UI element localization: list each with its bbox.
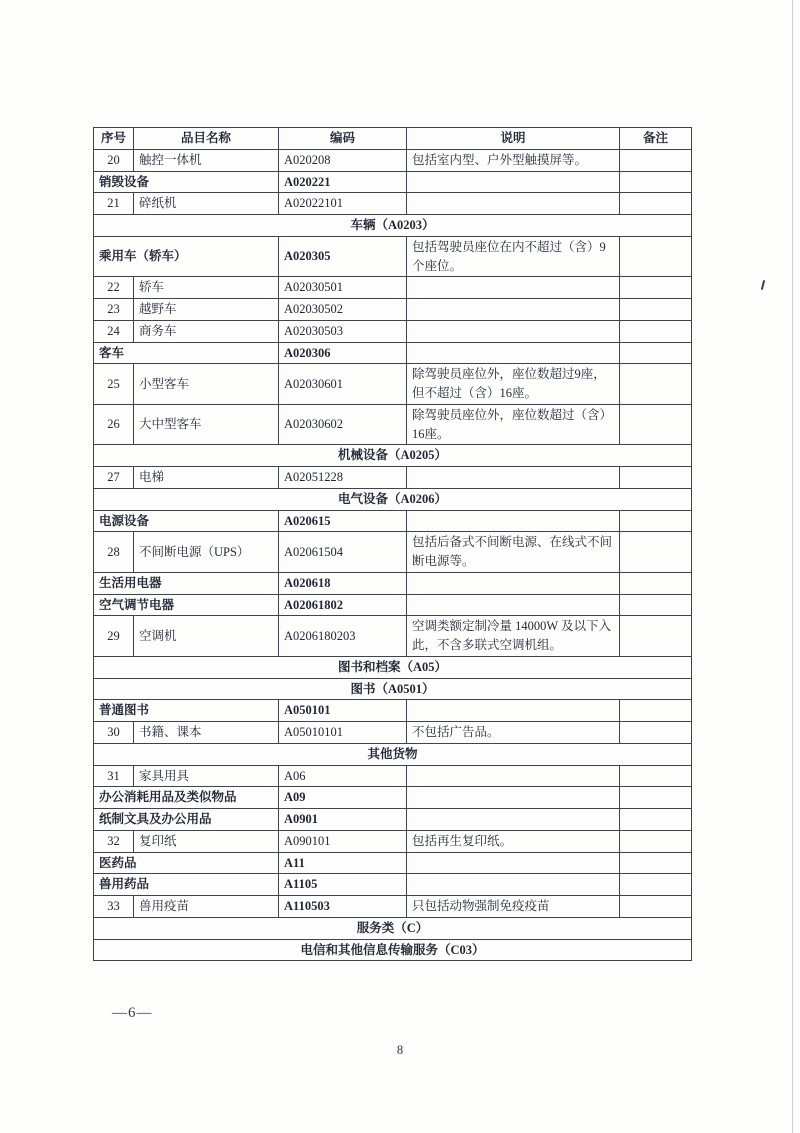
section-row — [94, 656, 692, 678]
sequence-number-cell: 21 — [94, 193, 134, 215]
code-cell: A020306 — [279, 342, 407, 364]
sequence-number-cell: 31 — [94, 765, 134, 787]
sequence-number-cell: 33 — [94, 896, 134, 918]
item-row — [94, 404, 692, 445]
header-row — [94, 128, 692, 150]
sequence-number-cell: 23 — [94, 299, 134, 321]
remark-cell — [620, 594, 692, 616]
code-cell: A0206180203 — [279, 616, 407, 657]
section-title-cell: 服务类（C） — [94, 917, 692, 939]
item-name-cell: 碎纸机 — [134, 193, 279, 215]
scan-sheet-number: 8 — [396, 1043, 404, 1057]
item-row — [94, 364, 692, 405]
code-cell: A090101 — [279, 830, 407, 852]
group-name-cell: 空气调节电器 — [94, 594, 279, 616]
item-name-cell: 书籍、课本 — [134, 722, 279, 744]
item-row — [94, 193, 692, 215]
description-cell — [407, 572, 620, 594]
code-cell: A02030601 — [279, 364, 407, 405]
item-row — [94, 320, 692, 342]
description-cell — [407, 787, 620, 809]
group-name-cell: 普通图书 — [94, 700, 279, 722]
description-cell: 包括后备式不间断电源、在线式不间断电源等。 — [407, 532, 620, 573]
item-name-cell: 不间断电源（UPS） — [134, 532, 279, 573]
sequence-number-cell: 32 — [94, 830, 134, 852]
description-cell — [407, 809, 620, 831]
code-cell: A05010101 — [279, 722, 407, 744]
group-row — [94, 700, 692, 722]
group-row — [94, 171, 692, 193]
code-cell: A02061504 — [279, 532, 407, 573]
item-row — [94, 277, 692, 299]
sequence-number-cell: 24 — [94, 320, 134, 342]
sequence-number-cell: 30 — [94, 722, 134, 744]
item-name-cell: 轿车 — [134, 277, 279, 299]
col-header-item-name: 品目名称 — [134, 128, 279, 150]
remark-cell — [620, 700, 692, 722]
section-title-cell: 机械设备（A0205） — [94, 445, 692, 467]
section-row — [94, 488, 692, 510]
section-row — [94, 743, 692, 765]
sequence-number-cell: 26 — [94, 404, 134, 445]
item-row — [94, 830, 692, 852]
remark-cell — [620, 404, 692, 445]
description-cell: 包括室内型、户外型触摸屏等。 — [407, 149, 620, 171]
sequence-number-cell: 29 — [94, 616, 134, 657]
group-row — [94, 594, 692, 616]
description-cell — [407, 594, 620, 616]
remark-cell — [620, 510, 692, 532]
item-name-cell: 空调机 — [134, 616, 279, 657]
item-name-cell: 越野车 — [134, 299, 279, 321]
item-name-cell: 电梯 — [134, 467, 279, 489]
description-cell — [407, 510, 620, 532]
remark-cell — [620, 722, 692, 744]
description-cell: 空调类额定制冷量 14000W 及以下入此，不含多联式空调机组。 — [407, 616, 620, 657]
code-cell: A02051228 — [279, 467, 407, 489]
description-cell: 包括驾驶员座位在内不超过（含）9个座位。 — [407, 236, 620, 277]
section-title-cell: 其他货物 — [94, 743, 692, 765]
code-cell: A020305 — [279, 236, 407, 277]
group-row — [94, 342, 692, 364]
item-name-cell: 大中型客车 — [134, 404, 279, 445]
item-row — [94, 467, 692, 489]
group-row — [94, 572, 692, 594]
section-title-cell: 图书和档案（A05） — [94, 656, 692, 678]
code-cell: A020618 — [279, 572, 407, 594]
description-cell — [407, 171, 620, 193]
group-row — [94, 236, 692, 277]
description-cell — [407, 299, 620, 321]
item-row — [94, 299, 692, 321]
description-cell — [407, 874, 620, 896]
group-name-cell: 兽用药品 — [94, 874, 279, 896]
remark-cell — [620, 149, 692, 171]
description-cell — [407, 700, 620, 722]
item-row — [94, 896, 692, 918]
description-cell: 只包括动物强制免疫疫苗 — [407, 896, 620, 918]
remark-cell — [620, 320, 692, 342]
sequence-number-cell: 20 — [94, 149, 134, 171]
item-name-cell: 触控一体机 — [134, 149, 279, 171]
description-cell — [407, 342, 620, 364]
col-header-seq: 序号 — [94, 128, 134, 150]
code-cell: A06 — [279, 765, 407, 787]
group-name-cell: 乘用车（轿车） — [94, 236, 279, 277]
remark-cell — [620, 765, 692, 787]
code-cell: A020208 — [279, 149, 407, 171]
col-header-code: 编码 — [279, 128, 407, 150]
item-row — [94, 149, 692, 171]
code-cell: A110503 — [279, 896, 407, 918]
code-cell: A02030602 — [279, 404, 407, 445]
sequence-number-cell: 28 — [94, 532, 134, 573]
group-name-cell: 医药品 — [94, 852, 279, 874]
item-name-cell: 兽用疫苗 — [134, 896, 279, 918]
code-cell: A02030502 — [279, 299, 407, 321]
section-title-cell: 电气设备（A0206） — [94, 488, 692, 510]
code-cell: A0901 — [279, 809, 407, 831]
description-cell — [407, 765, 620, 787]
item-row — [94, 616, 692, 657]
code-cell: A09 — [279, 787, 407, 809]
group-row — [94, 787, 692, 809]
item-name-cell: 复印纸 — [134, 830, 279, 852]
col-header-remarks: 备注 — [620, 128, 692, 150]
description-cell: 除驾驶员座位外，座位数超过（含）16座。 — [407, 404, 620, 445]
remark-cell — [620, 830, 692, 852]
section-row — [94, 215, 692, 237]
scan-edge-line — [792, 0, 793, 1133]
section-row — [94, 678, 692, 700]
code-cell: A11 — [279, 852, 407, 874]
remark-cell — [620, 616, 692, 657]
remark-cell — [620, 809, 692, 831]
remark-cell — [620, 193, 692, 215]
code-cell: A020615 — [279, 510, 407, 532]
description-cell: 包括再生复印纸。 — [407, 830, 620, 852]
remark-cell — [620, 874, 692, 896]
group-name-cell: 销毁设备 — [94, 171, 279, 193]
remark-cell — [620, 852, 692, 874]
description-cell — [407, 193, 620, 215]
procurement-catalog-table — [93, 127, 692, 961]
item-row — [94, 532, 692, 573]
group-name-cell: 办公消耗用品及类似物品 — [94, 787, 279, 809]
section-row — [94, 445, 692, 467]
description-cell — [407, 320, 620, 342]
group-row — [94, 510, 692, 532]
remark-cell — [620, 532, 692, 573]
remark-cell — [620, 364, 692, 405]
sequence-number-cell: 27 — [94, 467, 134, 489]
sequence-number-cell: 25 — [94, 364, 134, 405]
group-name-cell: 电源设备 — [94, 510, 279, 532]
code-cell: A02022101 — [279, 193, 407, 215]
remark-cell — [620, 342, 692, 364]
item-row — [94, 722, 692, 744]
group-row — [94, 852, 692, 874]
code-cell: A050101 — [279, 700, 407, 722]
remark-cell — [620, 572, 692, 594]
remark-cell — [620, 236, 692, 277]
section-title-cell: 电信和其他信息传输服务（C03） — [94, 939, 692, 961]
scan-artifact-mark — [761, 280, 765, 290]
code-cell: A02030501 — [279, 277, 407, 299]
group-name-cell: 纸制文具及办公用品 — [94, 809, 279, 831]
page-number-footer: —6— — [112, 1005, 153, 1021]
description-cell — [407, 852, 620, 874]
group-name-cell: 生活用电器 — [94, 572, 279, 594]
section-row — [94, 917, 692, 939]
code-cell: A020221 — [279, 171, 407, 193]
description-cell: 不包括广告品。 — [407, 722, 620, 744]
item-name-cell: 家具用具 — [134, 765, 279, 787]
remark-cell — [620, 277, 692, 299]
item-name-cell: 商务车 — [134, 320, 279, 342]
group-row — [94, 809, 692, 831]
description-cell: 除驾驶员座位外，座位数超过9座，但不超过（含）16座。 — [407, 364, 620, 405]
code-cell: A02061802 — [279, 594, 407, 616]
item-row — [94, 765, 692, 787]
code-cell: A1105 — [279, 874, 407, 896]
sequence-number-cell: 22 — [94, 277, 134, 299]
remark-cell — [620, 787, 692, 809]
remark-cell — [620, 467, 692, 489]
remark-cell — [620, 896, 692, 918]
group-name-cell: 客车 — [94, 342, 279, 364]
section-title-cell: 图书（A0501） — [94, 678, 692, 700]
description-cell — [407, 467, 620, 489]
col-header-description: 说明 — [407, 128, 620, 150]
item-name-cell: 小型客车 — [134, 364, 279, 405]
group-row — [94, 874, 692, 896]
description-cell — [407, 277, 620, 299]
remark-cell — [620, 171, 692, 193]
code-cell: A02030503 — [279, 320, 407, 342]
section-title-cell: 车辆（A0203） — [94, 215, 692, 237]
section-row — [94, 939, 692, 961]
remark-cell — [620, 299, 692, 321]
